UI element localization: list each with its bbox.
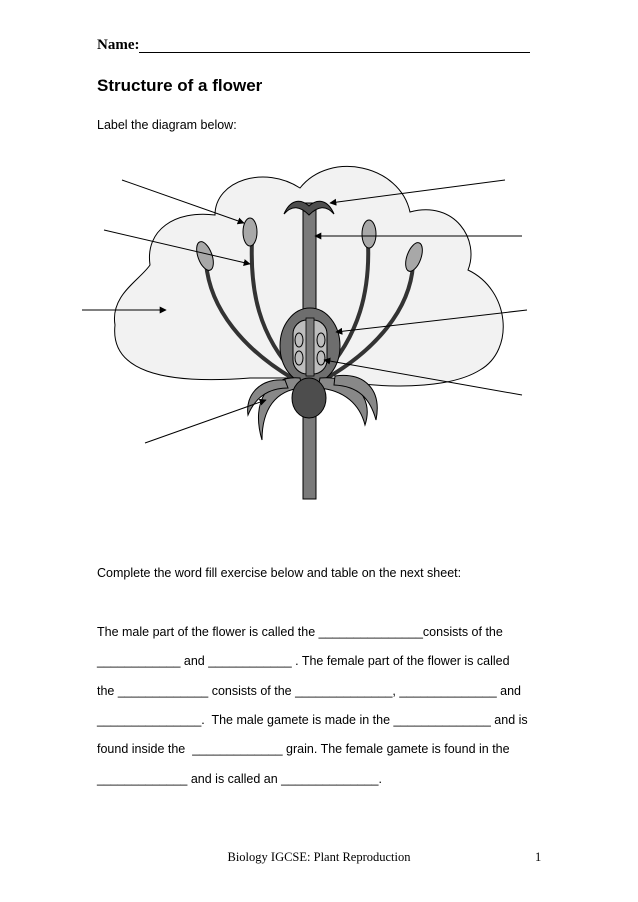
- page-number: 1: [535, 850, 542, 864]
- fill-line: the _____________ consists of the ______________, ______________ and: [97, 684, 521, 698]
- ovule: [317, 333, 325, 347]
- label-arrow: [145, 400, 266, 443]
- label-instruction: Label the diagram below:: [97, 118, 237, 132]
- fill-line: _______________. The male gamete is made in the ______________ and is: [97, 713, 528, 727]
- fill-line: found inside the _____________ grain. The female gamete is found in the: [97, 742, 510, 756]
- ovule: [317, 351, 325, 365]
- fill-line: _____________ and is called an ______________.: [97, 772, 382, 786]
- footer-title: Biology IGCSE: Plant Reproduction: [227, 850, 411, 864]
- fill-line: ____________ and ____________ . The female part of the flower is called: [97, 654, 510, 668]
- ovule: [295, 333, 303, 347]
- name-label: Name:: [97, 37, 140, 53]
- flower-diagram: [75, 160, 535, 505]
- fill-line: The male part of the flower is called the _______________consists of the: [97, 625, 503, 639]
- name-blank-line: [139, 52, 530, 53]
- ovule: [295, 351, 303, 365]
- anther-left-inner: [243, 218, 257, 246]
- receptacle: [292, 378, 326, 418]
- page-title: Structure of a flower: [97, 76, 263, 95]
- exercise-instruction: Complete the word fill exercise below and table on the next sheet:: [97, 566, 462, 580]
- anther-right-inner: [362, 220, 376, 248]
- ovary-septum: [306, 318, 314, 376]
